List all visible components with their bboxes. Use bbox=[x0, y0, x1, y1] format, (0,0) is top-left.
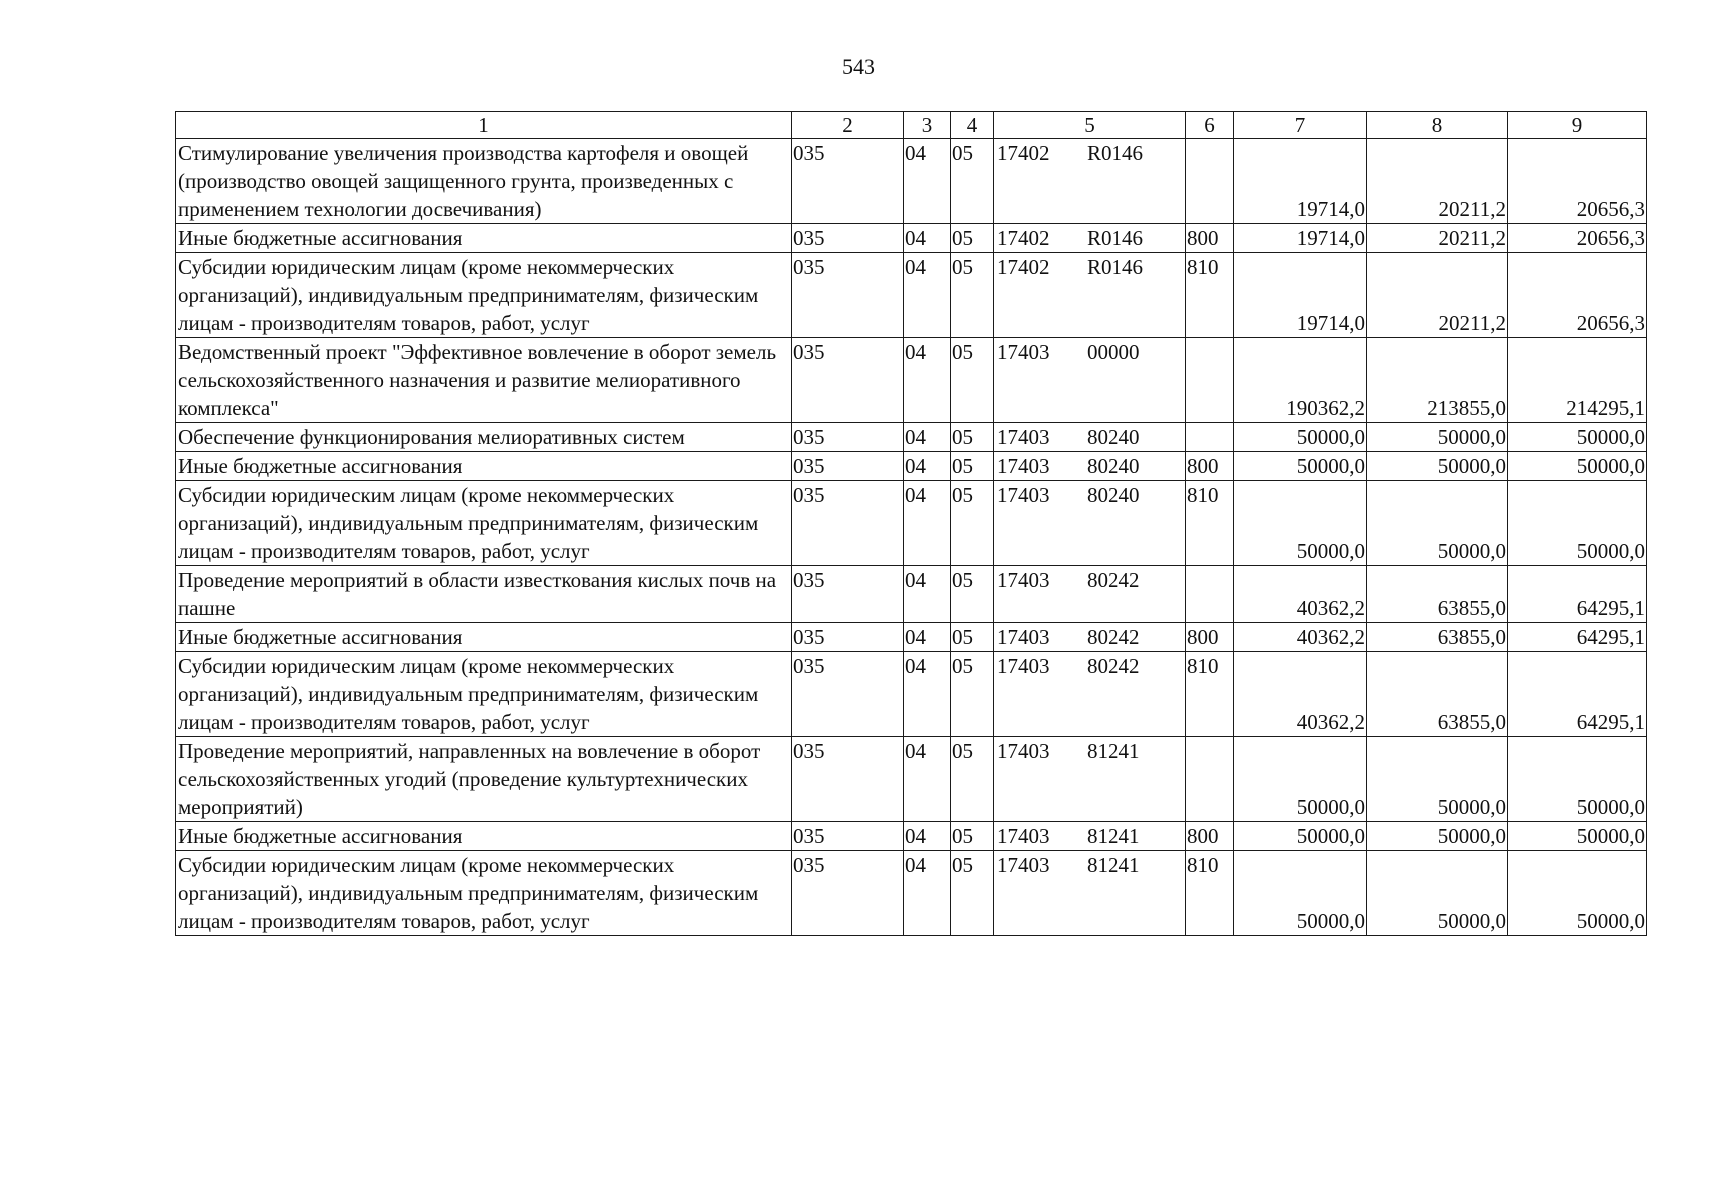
amount-col7: 50000,0 bbox=[1234, 423, 1367, 452]
amount-col9: 20656,3 bbox=[1508, 253, 1647, 338]
amount-col9: 50000,0 bbox=[1508, 822, 1647, 851]
ministry-code: 035 bbox=[792, 139, 904, 224]
section-code: 04 bbox=[904, 253, 951, 338]
section-code: 04 bbox=[904, 851, 951, 936]
expense-type-code: 810 bbox=[1186, 253, 1234, 338]
item-name: Иные бюджетные ассигнования bbox=[176, 623, 792, 652]
expense-type-code: 810 bbox=[1186, 851, 1234, 936]
item-name: Проведение мероприятий в области известкования кислых почв на пашне bbox=[176, 566, 792, 623]
amount-col8: 50000,0 bbox=[1367, 851, 1508, 936]
section-code: 04 bbox=[904, 623, 951, 652]
column-number: 8 bbox=[1367, 112, 1508, 139]
amount-col9: 64295,1 bbox=[1508, 652, 1647, 737]
direction-code: 80242 bbox=[1087, 568, 1140, 592]
section-code: 04 bbox=[904, 139, 951, 224]
target-article-code bbox=[994, 481, 1186, 566]
expense-type-code: 810 bbox=[1186, 481, 1234, 566]
column-number: 2 bbox=[792, 112, 904, 139]
target-article-code bbox=[994, 566, 1186, 623]
target-article-code bbox=[994, 338, 1186, 423]
ministry-code: 035 bbox=[792, 481, 904, 566]
budget-table bbox=[175, 111, 1647, 936]
program-code: 17402 bbox=[997, 255, 1050, 279]
amount-col7: 19714,0 bbox=[1234, 224, 1367, 253]
ministry-code: 035 bbox=[792, 224, 904, 253]
ministry-code: 035 bbox=[792, 423, 904, 452]
program-code: 17403 bbox=[997, 824, 1050, 848]
amount-col8: 50000,0 bbox=[1367, 822, 1508, 851]
ministry-code: 035 bbox=[792, 253, 904, 338]
table-row bbox=[176, 851, 1647, 936]
column-number: 9 bbox=[1508, 112, 1647, 139]
amount-col7: 50000,0 bbox=[1234, 851, 1367, 936]
column-number: 3 bbox=[904, 112, 951, 139]
direction-code: 80240 bbox=[1087, 454, 1140, 478]
column-number: 1 bbox=[176, 112, 792, 139]
amount-col7: 50000,0 bbox=[1234, 452, 1367, 481]
ministry-code: 035 bbox=[792, 851, 904, 936]
amount-col8: 63855,0 bbox=[1367, 566, 1508, 623]
section-code: 04 bbox=[904, 737, 951, 822]
expense-type-code bbox=[1186, 139, 1234, 224]
amount-col8: 20211,2 bbox=[1367, 139, 1508, 224]
program-code: 17403 bbox=[997, 739, 1050, 763]
table-row bbox=[176, 224, 1647, 253]
subsection-code: 05 bbox=[951, 139, 994, 224]
target-article-code bbox=[994, 253, 1186, 338]
amount-col9: 50000,0 bbox=[1508, 737, 1647, 822]
target-article-code bbox=[994, 224, 1186, 253]
amount-col8: 50000,0 bbox=[1367, 481, 1508, 566]
subsection-code: 05 bbox=[951, 737, 994, 822]
table-row bbox=[176, 452, 1647, 481]
direction-code: R0146 bbox=[1087, 226, 1144, 250]
amount-col7: 40362,2 bbox=[1234, 652, 1367, 737]
target-article-code bbox=[994, 623, 1186, 652]
amount-col8: 213855,0 bbox=[1367, 338, 1508, 423]
target-article-code bbox=[994, 423, 1186, 452]
section-code: 04 bbox=[904, 452, 951, 481]
direction-code: R0146 bbox=[1087, 141, 1144, 165]
amount-col9: 64295,1 bbox=[1508, 566, 1647, 623]
ministry-code: 035 bbox=[792, 452, 904, 481]
column-number: 7 bbox=[1234, 112, 1367, 139]
expense-type-code bbox=[1186, 423, 1234, 452]
table-row bbox=[176, 822, 1647, 851]
program-code: 17403 bbox=[997, 454, 1050, 478]
amount-col7: 190362,2 bbox=[1234, 338, 1367, 423]
program-code: 17403 bbox=[997, 568, 1050, 592]
section-code: 04 bbox=[904, 338, 951, 423]
section-code: 04 bbox=[904, 822, 951, 851]
direction-code: 80240 bbox=[1087, 425, 1140, 449]
subsection-code: 05 bbox=[951, 822, 994, 851]
program-code: 17402 bbox=[997, 226, 1050, 250]
item-name: Иные бюджетные ассигнования bbox=[176, 224, 792, 253]
amount-col9: 50000,0 bbox=[1508, 452, 1647, 481]
expense-type-code: 810 bbox=[1186, 652, 1234, 737]
ministry-code: 035 bbox=[792, 623, 904, 652]
amount-col7: 19714,0 bbox=[1234, 139, 1367, 224]
amount-col8: 50000,0 bbox=[1367, 452, 1508, 481]
item-name: Иные бюджетные ассигнования bbox=[176, 822, 792, 851]
subsection-code: 05 bbox=[951, 623, 994, 652]
expense-type-code bbox=[1186, 566, 1234, 623]
item-name: Ведомственный проект "Эффективное вовлечение в оборот земель сельскохозяйственного назначения и развитие мелиоративного комплекса" bbox=[176, 338, 792, 423]
item-name: Обеспечение функционирования мелиоративных систем bbox=[176, 423, 792, 452]
expense-type-code bbox=[1186, 338, 1234, 423]
item-name: Субсидии юридическим лицам (кроме некоммерческих организаций), индивидуальным предпринимателям, физическим лицам - производителям товаров, работ, услуг bbox=[176, 481, 792, 566]
ministry-code: 035 bbox=[792, 338, 904, 423]
program-code: 17403 bbox=[997, 654, 1050, 678]
subsection-code: 05 bbox=[951, 566, 994, 623]
program-code: 17402 bbox=[997, 141, 1050, 165]
amount-col7: 40362,2 bbox=[1234, 623, 1367, 652]
section-code: 04 bbox=[904, 652, 951, 737]
amount-col7: 19714,0 bbox=[1234, 253, 1367, 338]
amount-col8: 50000,0 bbox=[1367, 423, 1508, 452]
direction-code: 80240 bbox=[1087, 483, 1140, 507]
section-code: 04 bbox=[904, 566, 951, 623]
direction-code: 81241 bbox=[1087, 853, 1140, 877]
amount-col9: 50000,0 bbox=[1508, 851, 1647, 936]
amount-col9: 64295,1 bbox=[1508, 623, 1647, 652]
expense-type-code bbox=[1186, 737, 1234, 822]
amount-col7: 40362,2 bbox=[1234, 566, 1367, 623]
table-row bbox=[176, 423, 1647, 452]
table-row bbox=[176, 566, 1647, 623]
program-code: 17403 bbox=[997, 483, 1050, 507]
subsection-code: 05 bbox=[951, 452, 994, 481]
table-row bbox=[176, 139, 1647, 224]
direction-code: 80242 bbox=[1087, 654, 1140, 678]
amount-col8: 63855,0 bbox=[1367, 623, 1508, 652]
table-row bbox=[176, 253, 1647, 338]
column-number-row bbox=[176, 112, 1647, 139]
program-code: 17403 bbox=[997, 425, 1050, 449]
column-number: 4 bbox=[951, 112, 994, 139]
expense-type-code: 800 bbox=[1186, 822, 1234, 851]
table-row bbox=[176, 481, 1647, 566]
ministry-code: 035 bbox=[792, 737, 904, 822]
subsection-code: 05 bbox=[951, 423, 994, 452]
amount-col9: 20656,3 bbox=[1508, 139, 1647, 224]
amount-col9: 214295,1 bbox=[1508, 338, 1647, 423]
subsection-code: 05 bbox=[951, 652, 994, 737]
column-number: 6 bbox=[1186, 112, 1234, 139]
table-row bbox=[176, 338, 1647, 423]
subsection-code: 05 bbox=[951, 253, 994, 338]
program-code: 17403 bbox=[997, 853, 1050, 877]
amount-col7: 50000,0 bbox=[1234, 481, 1367, 566]
target-article-code bbox=[994, 139, 1186, 224]
program-code: 17403 bbox=[997, 340, 1050, 364]
amount-col8: 20211,2 bbox=[1367, 224, 1508, 253]
target-article-code bbox=[994, 822, 1186, 851]
direction-code: 81241 bbox=[1087, 739, 1140, 763]
item-name: Субсидии юридическим лицам (кроме некоммерческих организаций), индивидуальным предпринимателям, физическим лицам - производителям товаров, работ, услуг bbox=[176, 253, 792, 338]
target-article-code bbox=[994, 737, 1186, 822]
expense-type-code: 800 bbox=[1186, 623, 1234, 652]
amount-col8: 50000,0 bbox=[1367, 737, 1508, 822]
item-name: Стимулирование увеличения производства картофеля и овощей (производство овощей защищенного грунта, произведенных с применением технологии досвечивания) bbox=[176, 139, 792, 224]
subsection-code: 05 bbox=[951, 851, 994, 936]
amount-col9: 50000,0 bbox=[1508, 423, 1647, 452]
amount-col7: 50000,0 bbox=[1234, 737, 1367, 822]
item-name: Иные бюджетные ассигнования bbox=[176, 452, 792, 481]
subsection-code: 05 bbox=[951, 224, 994, 253]
page-number: 543 bbox=[842, 54, 875, 79]
ministry-code: 035 bbox=[792, 822, 904, 851]
ministry-code: 035 bbox=[792, 566, 904, 623]
ministry-code: 035 bbox=[792, 652, 904, 737]
column-number: 5 bbox=[994, 112, 1186, 139]
section-code: 04 bbox=[904, 423, 951, 452]
target-article-code bbox=[994, 851, 1186, 936]
amount-col9: 20656,3 bbox=[1508, 224, 1647, 253]
target-article-code bbox=[994, 452, 1186, 481]
amount-col8: 20211,2 bbox=[1367, 253, 1508, 338]
table-row bbox=[176, 652, 1647, 737]
direction-code: 00000 bbox=[1087, 340, 1140, 364]
direction-code: R0146 bbox=[1087, 255, 1144, 279]
amount-col9: 50000,0 bbox=[1508, 481, 1647, 566]
expense-type-code: 800 bbox=[1186, 224, 1234, 253]
section-code: 04 bbox=[904, 481, 951, 566]
item-name: Субсидии юридическим лицам (кроме некоммерческих организаций), индивидуальным предпринимателям, физическим лицам - производителям товаров, работ, услуг bbox=[176, 851, 792, 936]
table-row bbox=[176, 623, 1647, 652]
table-row bbox=[176, 737, 1647, 822]
direction-code: 80242 bbox=[1087, 625, 1140, 649]
direction-code: 81241 bbox=[1087, 824, 1140, 848]
section-code: 04 bbox=[904, 224, 951, 253]
amount-col7: 50000,0 bbox=[1234, 822, 1367, 851]
target-article-code bbox=[994, 652, 1186, 737]
amount-col8: 63855,0 bbox=[1367, 652, 1508, 737]
program-code: 17403 bbox=[997, 625, 1050, 649]
item-name: Проведение мероприятий, направленных на вовлечение в оборот сельскохозяйственных угодий (проведение культуртехнических мероприятий) bbox=[176, 737, 792, 822]
subsection-code: 05 bbox=[951, 481, 994, 566]
expense-type-code: 800 bbox=[1186, 452, 1234, 481]
subsection-code: 05 bbox=[951, 338, 994, 423]
item-name: Субсидии юридическим лицам (кроме некоммерческих организаций), индивидуальным предпринимателям, физическим лицам - производителям товаров, работ, услуг bbox=[176, 652, 792, 737]
